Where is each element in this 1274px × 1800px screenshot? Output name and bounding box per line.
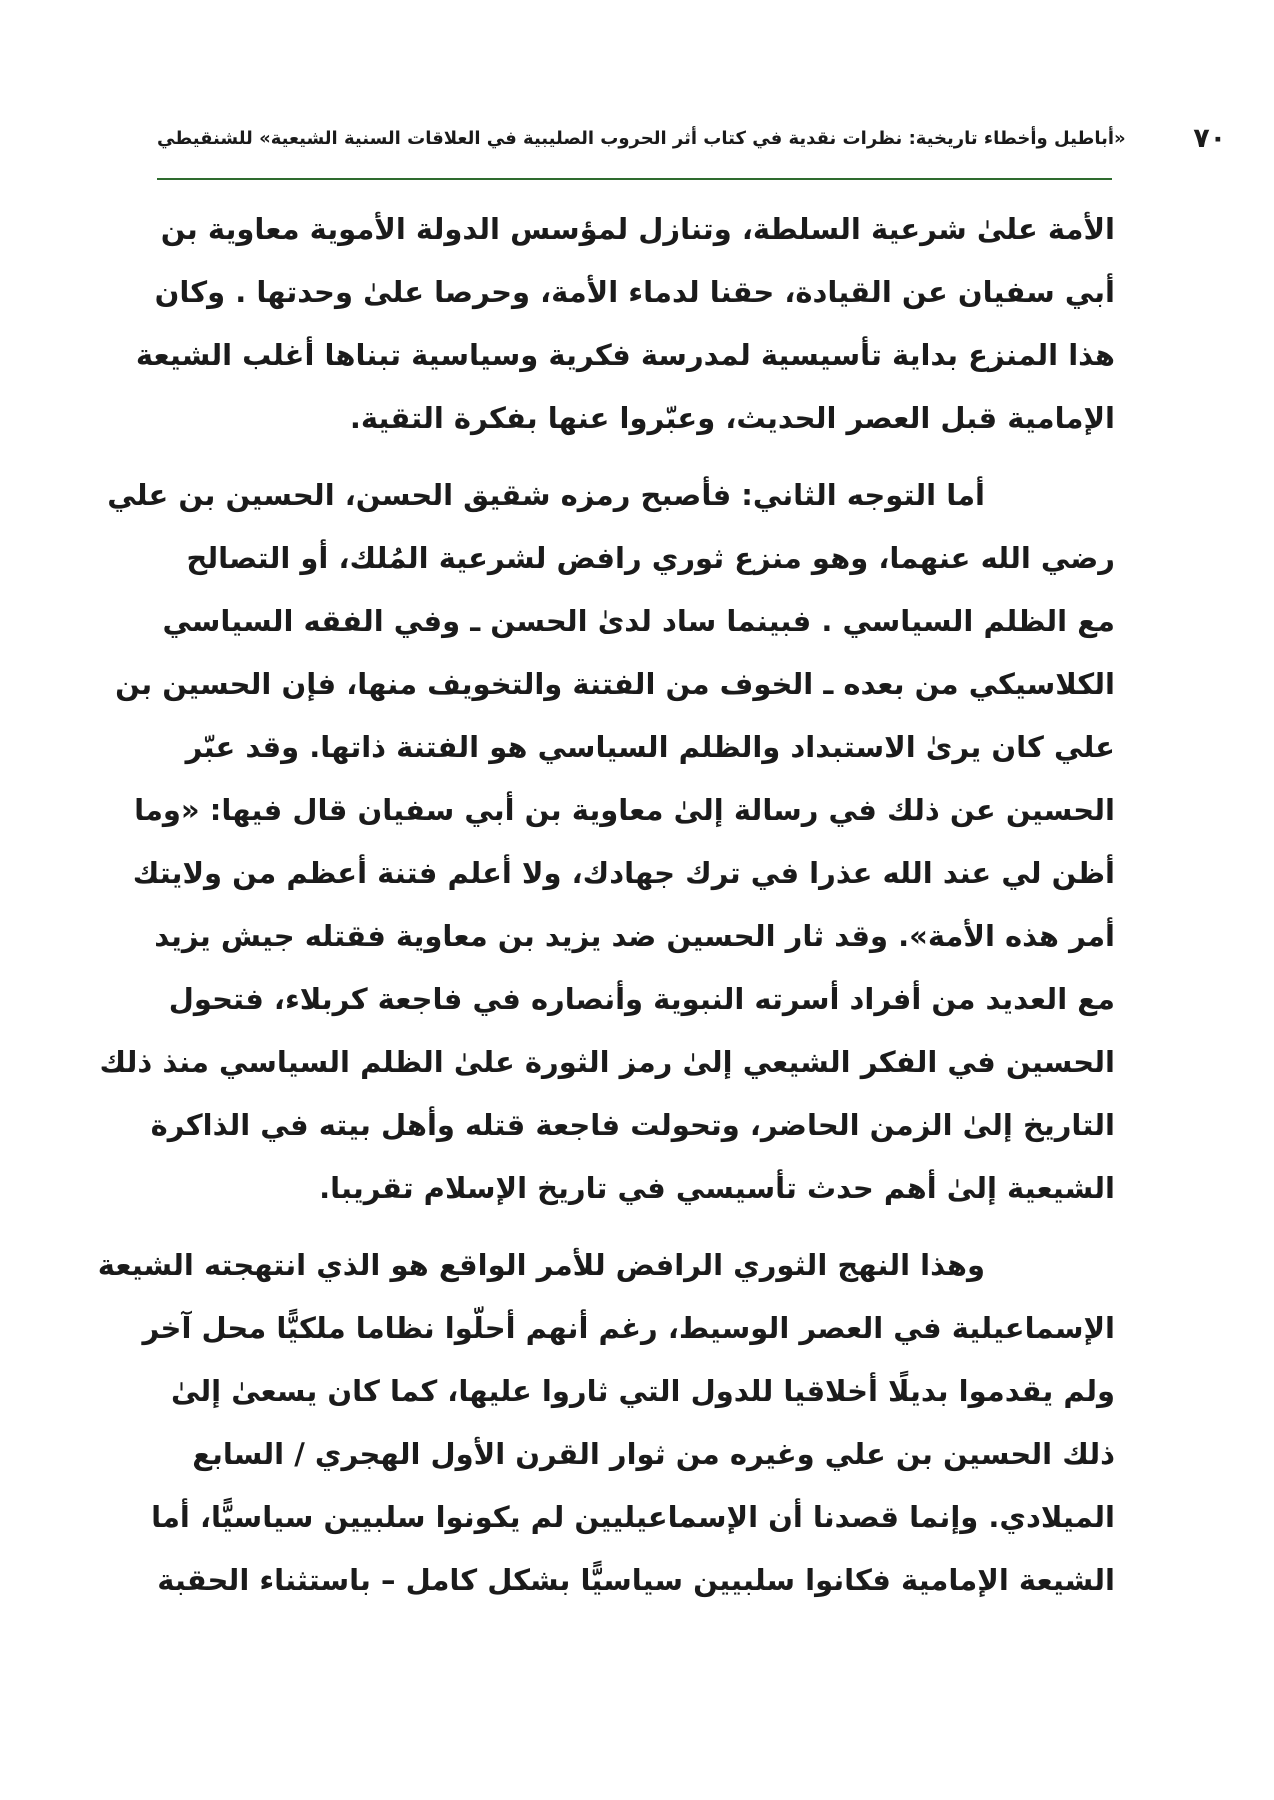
- text-line: الحسين عن ذلك في رسالة إلىٰ معاوية بن أبي سفيان قال فيها: «وما: [134, 793, 1115, 827]
- paragraph: [135, 198, 1115, 450]
- text-line: رضي الله عنهما، وهو منزع ثوري رافض لشرعية المُلك، أو التصالح: [186, 541, 1115, 575]
- page-body: [97, 198, 1115, 1612]
- text-line: الميلادي. وإنما قصدنا أن الإسماعيليين لم يكونوا سلبيين سياسيًّا، أما: [151, 1500, 1115, 1534]
- paragraph: [99, 464, 1115, 1220]
- running-head-row: [157, 122, 1227, 156]
- text-line: الإمامية قبل العصر الحديث، وعبّروا عنها بفكرة التقية.: [349, 401, 1115, 435]
- text-line: الشيعة الإمامية فكانوا سلبيين سياسيًّا بشكل كامل – باستثناء الحقبة: [157, 1563, 1115, 1597]
- text-line: أما التوجه الثاني: فأصبح رمزه شقيق الحسن، الحسين بن علي: [107, 478, 985, 512]
- paragraph: [97, 1234, 1115, 1612]
- text-line: مع العديد من أفراد أسرته النبوية وأنصاره في فاجعة كربلاء، فتحول: [168, 982, 1115, 1016]
- text-line: الأمة علىٰ شرعية السلطة، وتنازل لمؤسس الدولة الأموية معاوية بن: [160, 212, 1115, 246]
- text-line: هذا المنزع بداية تأسيسية لمدرسة فكرية وسياسية تبناها أغلب الشيعة: [135, 338, 1115, 372]
- text-line: الإسماعيلية في العصر الوسيط، رغم أنهم أحلّوا نظاما ملكيًّا محل آخر: [142, 1311, 1115, 1345]
- text-line: أبي سفيان عن القيادة، حقنا لدماء الأمة، وحرصا علىٰ وحدتها . وكان: [154, 275, 1115, 309]
- running-head-title: «أباطيل وأخطاء تاريخية: نظرات نقدية في كتاب أثر الحروب الصليبية في العلاقات السنية الشيعية» للشنقيطي: [157, 128, 1126, 149]
- page-header: [157, 122, 1227, 180]
- page-number: ٧٠: [1193, 123, 1227, 154]
- text-line: أظن لي عند الله عذرا في ترك جهادك، ولا أعلم فتنة أعظم من ولايتك: [132, 856, 1115, 890]
- text-line: التاريخ إلىٰ الزمن الحاضر، وتحولت فاجعة قتله وأهل بيته في الذاكرة: [150, 1108, 1115, 1142]
- header-rule: [157, 178, 1112, 180]
- text-line: ذلك الحسين بن علي وغيره من ثوار القرن الأول الهجري / السابع: [192, 1437, 1115, 1471]
- text-line: الشيعية إلىٰ أهم حدث تأسيسي في تاريخ الإسلام تقريبا.: [319, 1171, 1115, 1205]
- text-line: علي كان يرىٰ الاستبداد والظلم السياسي هو الفتنة ذاتها. وقد عبّر: [185, 730, 1115, 764]
- text-line: ولم يقدموا بديلًا أخلاقيا للدول التي ثاروا عليها، كما كان يسعىٰ إلىٰ: [170, 1374, 1115, 1408]
- text-line: مع الظلم السياسي . فبينما ساد لدىٰ الحسن ـ وفي الفقه السياسي: [162, 604, 1115, 638]
- text-line: الحسين في الفكر الشيعي إلىٰ رمز الثورة علىٰ الظلم السياسي منذ ذلك: [99, 1045, 1115, 1079]
- text-line: أمر هذه الأمة». وقد ثار الحسين ضد يزيد بن معاوية فقتله جيش يزيد: [154, 919, 1115, 953]
- text-line: وهذا النهج الثوري الرافض للأمر الواقع هو الذي انتهجته الشيعة: [97, 1248, 985, 1282]
- text-line: الكلاسيكي من بعده ـ الخوف من الفتنة والتخويف منها، فإن الحسين بن: [115, 667, 1115, 701]
